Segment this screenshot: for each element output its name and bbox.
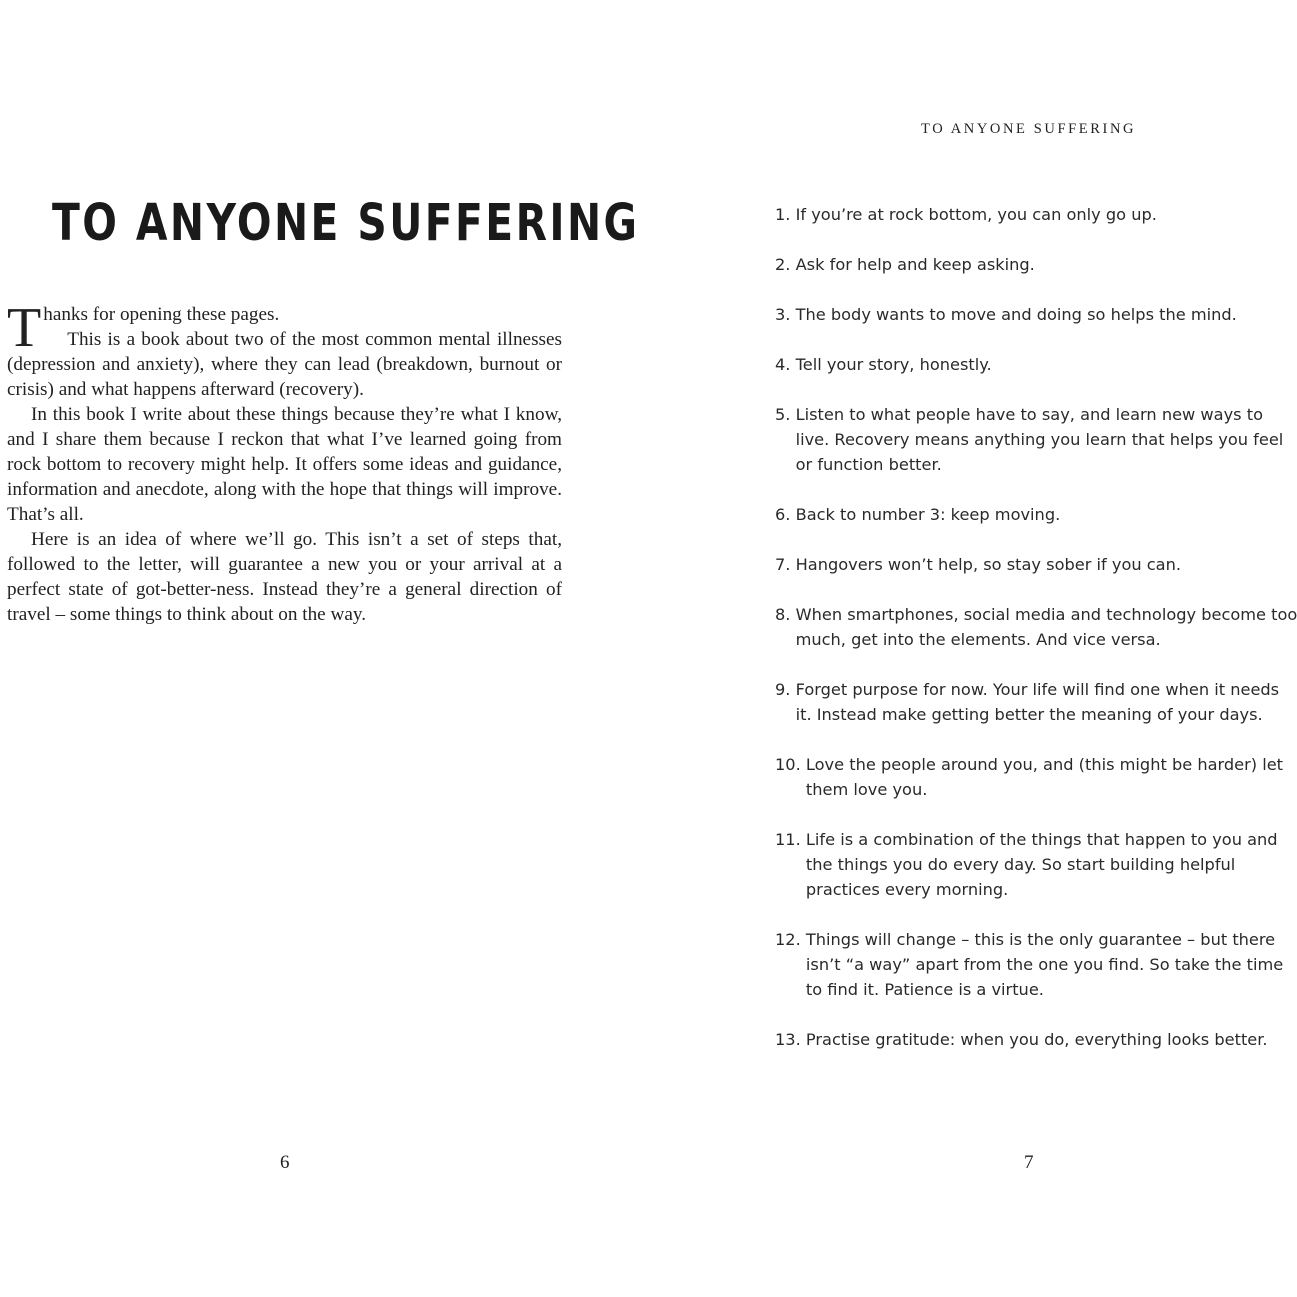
paragraph-4: Here is an idea of where we’ll go. This isn’t a set of steps that, followed to the letter, will guarantee a new you or your arrival at a perfect state of got-better-ness. Instead they’re a general direction of travel – some things to think about on the way. (7, 529, 562, 625)
list-item-number: 1. (775, 205, 791, 224)
list-item-text: Back to number 3: keep moving. (795, 505, 1061, 524)
paragraph-3: In this book I write about these things because they’re what I know, and I share them because I reckon that what I’ve learned going from rock bottom to recovery might help. It offers some ideas and guidance, information and anecdote, along with the hope that things will improve. That’s all. (7, 404, 562, 525)
body-text (7, 297, 562, 627)
list-item-text: Ask for help and keep asking. (795, 255, 1035, 274)
list-item (775, 1027, 1297, 1052)
list-item-text: When smartphones, social media and technology become too much, get into the elements. And vice versa. (795, 605, 1297, 649)
list-item-number: 6. (775, 505, 791, 524)
list-item (775, 752, 1297, 802)
list-item-text: Forget purpose for now. Your life will find one when it needs it. Instead make getting better the meaning of your days. (795, 680, 1280, 724)
drop-cap: T (7, 297, 42, 359)
list-item-text: Things will change – this is the only guarantee – but there isn’t “a way” apart from the one you find. So take the time to find it. Patience is a virtue. (805, 930, 1284, 999)
list-item (775, 202, 1297, 227)
running-head: TO ANYONE SUFFERING (921, 121, 1137, 137)
paragraph-2: This is a book about two of the most common mental illnesses (depression and anxiety), where they can lead (breakdown, burnout or crisis) and what happens afterward (recovery). (7, 329, 562, 400)
list-item-number: 4. (775, 355, 791, 374)
list-item (775, 927, 1297, 1002)
list-item-number: 13. (775, 1030, 801, 1049)
page-number-right: 7 (1024, 1152, 1034, 1173)
page-number-left: 6 (280, 1152, 290, 1173)
list-item-number: 5. (775, 405, 791, 424)
paragraph-1: Thanks for opening these pages. (7, 297, 280, 359)
list-item-number: 8. (775, 605, 791, 624)
list-item (775, 402, 1297, 477)
left-page (0, 0, 640, 1297)
list-item (775, 827, 1297, 902)
list-item-number: 3. (775, 305, 791, 324)
list-item-text: Tell your story, honestly. (795, 355, 992, 374)
list-item (775, 602, 1297, 652)
tips-list (775, 202, 1297, 1077)
list-item-number: 12. (775, 930, 801, 949)
list-item-text: Love the people around you, and (this might be harder) let them love you. (805, 755, 1284, 799)
chapter-title: TO ANYONE SUFFERING (52, 194, 640, 253)
list-item-text: Practise gratitude: when you do, everything looks better. (805, 1030, 1268, 1049)
list-item-number: 10. (775, 755, 801, 774)
list-item (775, 252, 1297, 277)
list-item (775, 677, 1297, 727)
list-item (775, 352, 1297, 377)
list-item (775, 552, 1297, 577)
right-page (648, 0, 1297, 1297)
list-item (775, 302, 1297, 327)
list-item-number: 9. (775, 680, 791, 699)
list-item-number: 7. (775, 555, 791, 574)
list-item-text: If you’re at rock bottom, you can only go up. (795, 205, 1157, 224)
list-item-number: 11. (775, 830, 801, 849)
list-item-text: Listen to what people have to say, and learn new ways to live. Recovery means anything you learn that helps you feel or function better. (795, 405, 1284, 474)
list-item-text: The body wants to move and doing so helps the mind. (795, 305, 1237, 324)
list-item (775, 502, 1297, 527)
list-item-text: Life is a combination of the things that happen to you and the things you do every day. So start building helpful practices every morning. (805, 830, 1278, 899)
list-item-text: Hangovers won’t help, so stay sober if you can. (795, 555, 1181, 574)
list-item-number: 2. (775, 255, 791, 274)
